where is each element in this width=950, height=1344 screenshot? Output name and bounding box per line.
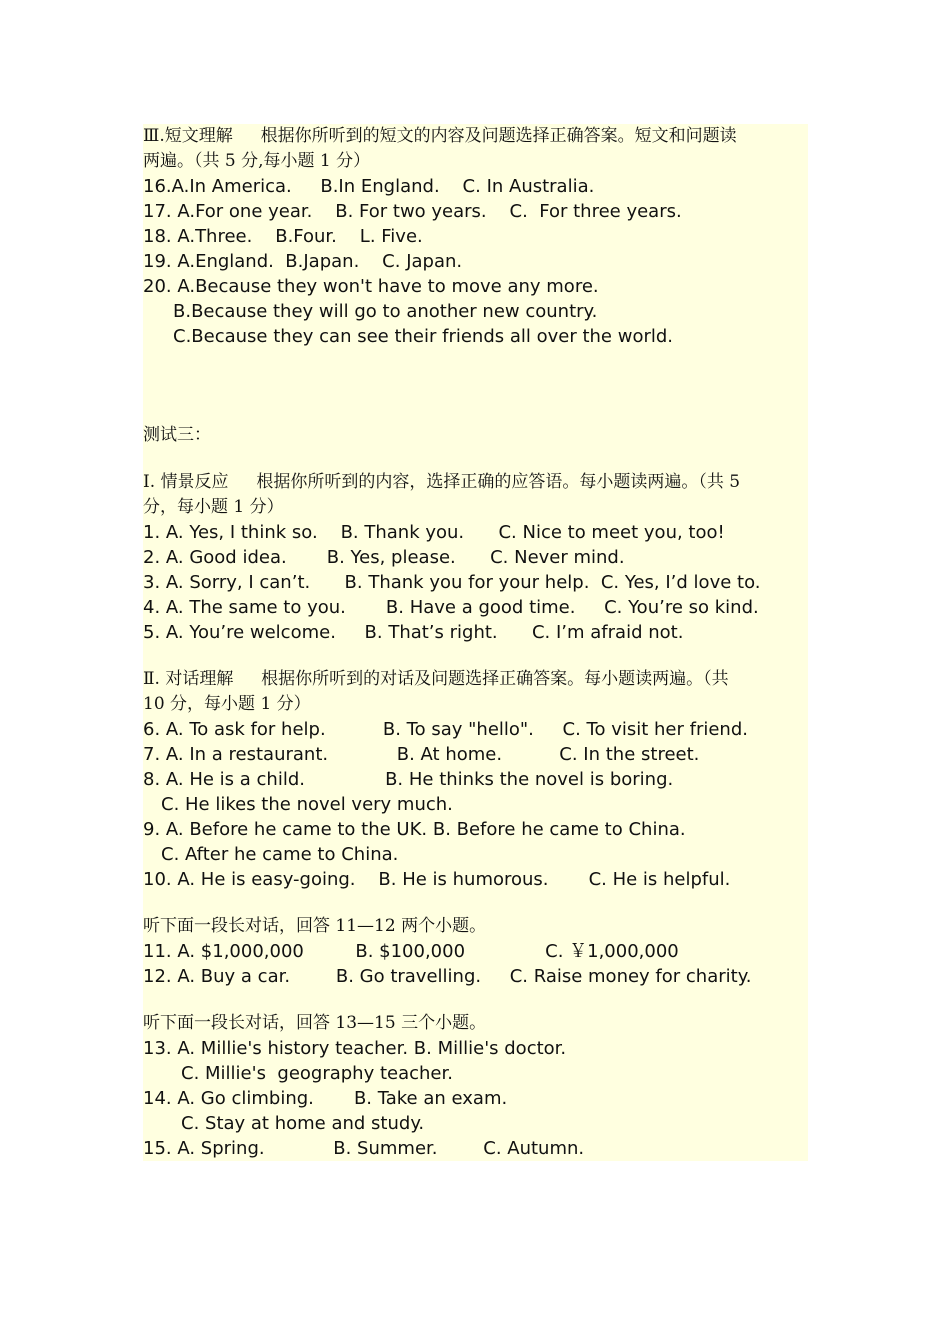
dialog1-heading: 听下面一段长对话，回答 11—12 两个小题。 (143, 916, 487, 936)
part1-heading-cont: 分，每小题 1 分） (143, 497, 284, 517)
question-9: 9. A. Before he came to the UK. B. Before he came to China. (143, 819, 686, 840)
part2-heading: Ⅱ. 对话理解 根据你所听到的对话及问题选择正确答案。每小题读两遍。（共 (143, 669, 729, 689)
question-20-option-c: C.Because they can see their friends all over the world. (173, 326, 674, 347)
question-5: 5. A. You’re welcome. B. That’s right. C. I’m afraid not. (143, 622, 684, 643)
question-10: 10. A. He is easy-going. B. He is humorous. C. He is helpful. (143, 869, 731, 890)
part2-heading-cont: 10 分，每小题 1 分） (143, 694, 311, 714)
question-11: 11. A. $1,000,000 B. $100,000 C. ￥1,000,000 (143, 941, 679, 962)
section-heading-cont: 两遍。（共 5 分,每小题 1 分） (143, 151, 371, 171)
question-18: 18. A.Three. B.Four. L. Five. (143, 226, 423, 247)
question-15: 15. A. Spring. B. Summer. C. Autumn. (143, 1138, 585, 1159)
question-7: 7. A. In a restaurant. B. At home. C. In the street. (143, 744, 700, 765)
question-3: 3. A. Sorry, I can’t. B. Thank you for your help. C. Yes, I’d love to. (143, 572, 761, 593)
question-6: 6. A. To ask for help. B. To say "hello". C. To visit her friend. (143, 719, 748, 740)
question-19: 19. A.England. B.Japan. C. Japan. (143, 251, 463, 272)
question-20: 20. A.Because they won't have to move any more. (143, 276, 599, 297)
question-20-option-b: B.Because they will go to another new country. (173, 301, 598, 322)
section-heading: Ⅲ.短文理解 根据你所听到的短文的内容及问题选择正确答案。短文和问题读 (143, 126, 737, 146)
question-13: 13. A. Millie's history teacher. B. Millie's doctor. (143, 1038, 567, 1059)
question-9-option-c: C. After he came to China. (161, 844, 399, 865)
question-4: 4. A. The same to you. B. Have a good time. C. You’re so kind. (143, 597, 759, 618)
question-1: 1. A. Yes, I think so. B. Thank you. C. Nice to meet you, too! (143, 522, 725, 543)
question-14-option-c: C. Stay at home and study. (181, 1113, 425, 1134)
question-17: 17. A.For one year. B. For two years. C. For three years. (143, 201, 682, 222)
exam-page (143, 124, 808, 1161)
question-14: 14. A. Go climbing. B. Take an exam. (143, 1088, 508, 1109)
question-2: 2. A. Good idea. B. Yes, please. C. Never mind. (143, 547, 625, 568)
question-12: 12. A. Buy a car. B. Go travelling. C. Raise money for charity. (143, 966, 752, 987)
question-16: 16.A.In America. B.In England. C. In Australia. (143, 176, 595, 197)
part1-heading: Ⅰ. 情景反应 根据你所听到的内容，选择正确的应答语。每小题读两遍。（共 5 (143, 472, 741, 492)
test-title: 测试三： (143, 425, 211, 445)
question-13-option-c: C. Millie's geography teacher. (181, 1063, 453, 1084)
question-8: 8. A. He is a child. B. He thinks the novel is boring. (143, 769, 674, 790)
dialog2-heading: 听下面一段长对话，回答 13—15 三个小题。 (143, 1013, 487, 1033)
question-8-option-c: C. He likes the novel very much. (161, 794, 453, 815)
